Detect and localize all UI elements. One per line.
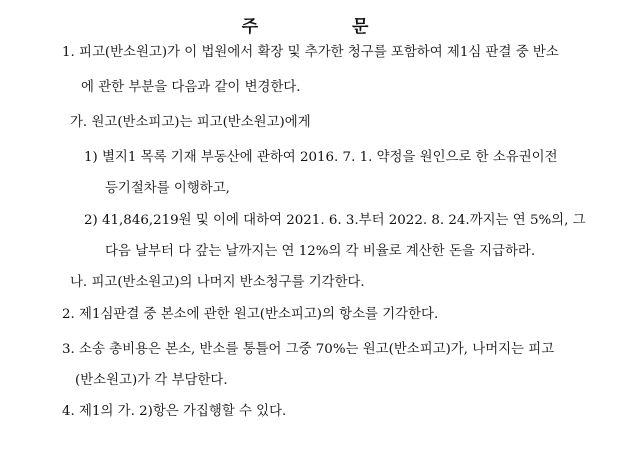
- text-line-8: 나. 피고(반소원고)의 나머지 반소청구를 기각한다.: [70, 275, 365, 290]
- text-line-2: 에 관한 부분을 다음과 같이 변경한다.: [81, 80, 301, 95]
- text-line-4: 1) 별지1 목록 기재 부동산에 관하여 2016. 7. 1. 약정을 원인으로 한 소유권이전: [84, 150, 558, 165]
- text-line-11: (반소원고)가 각 부담한다.: [75, 373, 228, 388]
- text-line-5: 등기절차를 이행하고,: [105, 181, 230, 196]
- text-line-12: 4. 제1의 가. 2)항은 가집행할 수 있다.: [62, 404, 287, 419]
- document-title: 주 문: [241, 17, 413, 37]
- text-line-6: 2) 41,846,219원 및 이에 대하여 2021. 6. 3.부터 2022. 8. 24.까지는 연 5%의, 그: [84, 213, 586, 228]
- text-line-7: 다음 날부터 다 갚는 날까지는 연 12%의 각 비율로 계산한 돈을 지급하라.: [105, 244, 536, 259]
- text-line-1: 1. 피고(반소원고)가 이 법원에서 확장 및 추가한 청구를 포함하여 제1심 판결 중 반소: [62, 45, 559, 60]
- text-line-9: 2. 제1심판결 중 본소에 관한 원고(반소피고)의 항소를 기각한다.: [62, 307, 439, 322]
- text-line-3: 가. 원고(반소피고)는 피고(반소원고)에게: [70, 115, 311, 130]
- text-line-10: 3. 소송 총비용은 본소, 반소를 통틀어 그중 70%는 원고(반소피고)가, 나머지는 피고: [62, 342, 555, 357]
